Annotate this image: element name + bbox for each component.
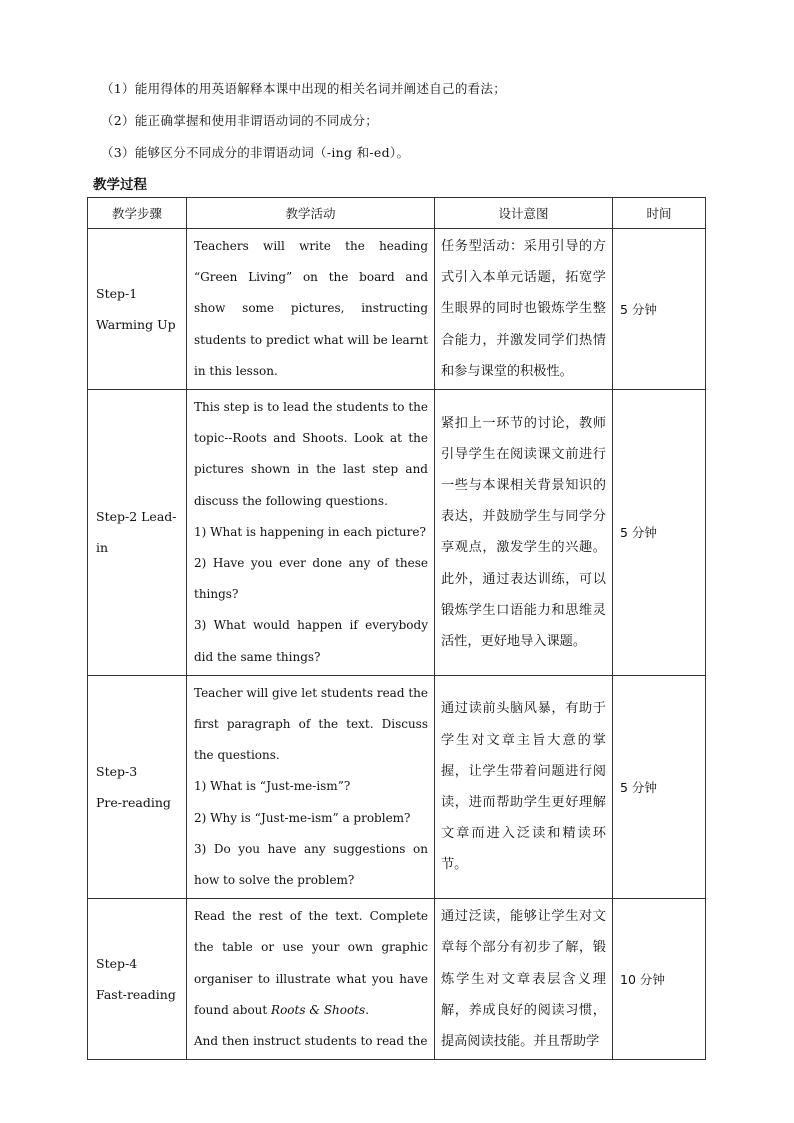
activity-question: 3) What would happen if everybody did the same things? [194,618,428,664]
activity-text: This step is to lead the students to the topic--Roots and Shoots. Look at the pictures shown in the last step and discuss the following questions. [194,400,428,508]
activity-question: 1) What is “Just-me-ism”? [194,779,351,794]
step-name: Fast-reading [96,987,176,1003]
header-activity: 教学活动 [187,198,435,229]
header-intent: 设计意图 [435,198,613,229]
step-number: Step-3 [96,764,138,780]
time-cell: 10 分钟 [613,899,706,1060]
intent-cell: 紧扣上一环节的讨论，教师引导学生在阅读课文前进行一些与本课相关背景知识的表达，并鼓励学生与同学分享观点，激发学生的兴趣。此外，通过表达训练，可以锻炼学生口语能力和思维灵活性，更好地导入课题。 [435,390,613,676]
activity-text-part: Read the rest of the text. Complete the table or use your own graphic organiser to illustrate what you have found about [194,909,428,1017]
time-cell: 5 分钟 [613,229,706,390]
activity-text: Teacher will give let students read the first paragraph of the text. Discuss the questions. [194,685,428,763]
activity-cell [187,675,435,898]
step-name: Step-2 Lead-in [96,509,177,556]
step-cell [88,675,187,898]
table-header-row [88,198,706,229]
intent-cell: 任务型活动：采用引导的方式引入本单元话题，拓宽学生眼界的同时也锻炼学生整合能力，并激发同学们热情和参与课堂的积极性。 [435,229,613,390]
activity-cell [187,899,435,1060]
objective-1: （1）能用得体的用英语解释本课中出现的相关名词并阐述自己的看法； [101,81,507,96]
activity-text-end: . [365,1002,370,1017]
activity-text: Teachers will write the heading “Green Living” on the board and show some pictures, instructing students to predict what will be learnt in this lesson. [194,239,428,378]
section-title: 教学过程 [93,177,147,193]
step-number: Step-1 [96,286,138,301]
step-cell [88,899,187,1060]
teaching-process-table [87,197,706,1060]
header-step: 教学步骤 [88,198,187,229]
step-cell [88,229,187,390]
activity-cell [187,390,435,676]
header-time: 时间 [613,198,706,229]
intent-cell: 通过读前头脑风暴，有助于学生对文章主旨大意的掌握，让学生带着问题进行阅读，进而帮助学生更好理解文章而进入泛读和精读环节。 [435,675,613,898]
table-row [88,675,706,898]
table-row [88,899,706,1060]
intent-cell: 通过泛读，能够让学生对文章每个部分有初步了解，锻炼学生对文章表层含义理解，养成良好的阅读习惯，提高阅读技能。并且帮助学 [435,899,613,1060]
objective-3: （3）能够区分不同成分的非谓语动词（-ing 和-ed）。 [101,145,410,160]
objective-2: （2）能正确掌握和使用非谓语动词的不同成分； [101,113,379,128]
time-cell: 5 分钟 [613,675,706,898]
activity-question: 3) Do you have any suggestions on how to solve the problem? [194,841,428,888]
activity-question: 1) What is happening in each picture? [194,524,426,539]
activity-cell [187,229,435,390]
time-cell: 5 分钟 [613,390,706,676]
step-name: Pre-reading [96,795,171,811]
table-row [88,229,706,390]
step-name: Warming Up [96,317,176,332]
table-row [88,390,706,676]
step-cell [88,390,187,676]
step-number: Step-4 [96,956,138,972]
activity-question: 2) Why is “Just-me-ism” a problem? [194,810,411,825]
activity-question: 2) Have you ever done any of these things? [194,556,428,602]
activity-text-continued: And then instruct students to read the [194,1034,428,1049]
program-name: Roots & Shoots [271,1002,366,1017]
activity-text [194,901,428,1026]
